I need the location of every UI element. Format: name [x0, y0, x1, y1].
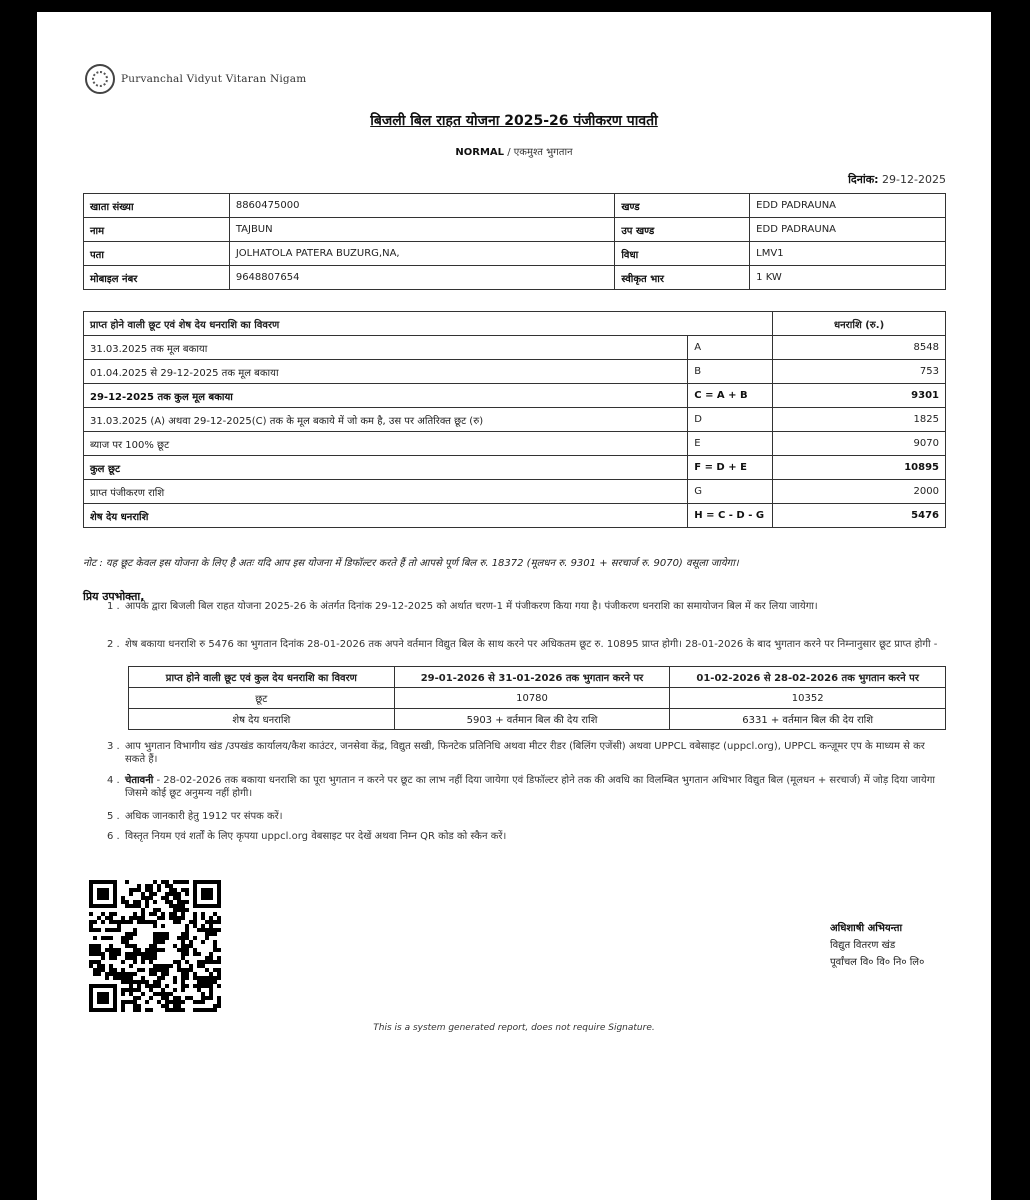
- row-amount: 1825: [773, 408, 946, 432]
- row-amount: 9070: [773, 432, 946, 456]
- field-value: EDD PADRAUNA: [750, 218, 946, 242]
- late-payment-table: [128, 666, 946, 730]
- row-description: शेष देय धनराशि: [84, 504, 688, 528]
- table-row: [84, 266, 946, 290]
- item-text: शेष बकाया धनराशि रु 5476 का भुगतान दिनांक 28-01-2026 तक अपने वर्तमान विद्युत बिल के साथ करने पर अधिकतम छूट रु. 10895 प्राप्त होगी। 28-01-2026 के बाद भुगतान करने पर निम्नानुसार छूट प्राप्त होगी -: [125, 639, 938, 650]
- defaulter-note: नोट : यह छूट केवल इस योजना के लिए है अतः यदि आप इस योजना में डिफॉल्टर करते हैं तो आपसे पूर्ण बिल रु. 18372 (मूलधन रु. 9301 + सरचार्ज रु. 9070) वसूला जायेगा।: [83, 558, 739, 569]
- date-value: 29-12-2025: [878, 173, 946, 186]
- table-row: [129, 709, 946, 730]
- table-header-row: [129, 667, 946, 688]
- rebate-table: [83, 311, 946, 528]
- row-code: G: [688, 480, 773, 504]
- item-text: [125, 774, 947, 800]
- table-row: [84, 456, 946, 480]
- row-code: D: [688, 408, 773, 432]
- list-item: [107, 830, 947, 843]
- row-code: B: [688, 360, 773, 384]
- header-period-1: 29-01-2026 से 31-01-2026 तक भुगतान करने पर: [394, 667, 670, 688]
- warning-label: चेतावनी: [125, 775, 154, 786]
- row-description: 31.03.2025 तक मूल बकाया: [84, 336, 688, 360]
- field-value: LMV1: [750, 242, 946, 266]
- row-description: प्राप्त पंजीकरण राशि: [84, 480, 688, 504]
- row-amount: 5476: [773, 504, 946, 528]
- receipt-page: [37, 12, 991, 1200]
- field-label: नाम: [84, 218, 230, 242]
- field-value: 8860475000: [229, 194, 615, 218]
- row-description: 01.04.2025 से 29-12-2025 तक मूल बकाया: [84, 360, 688, 384]
- row-label: शेष देय धनराशि: [129, 709, 395, 730]
- signatory-company: पूर्वांचल वि० वि० नि० लि०: [830, 957, 925, 968]
- item-number: 4 .: [107, 775, 120, 786]
- field-value: 9648807654: [229, 266, 615, 290]
- row-description: 31.03.2025 (A) अथवा 29-12-2025(C) तक के मूल बकाये में जो कम है, उस पर अतिरिक्त छूट (रु): [84, 408, 688, 432]
- row-code: H = C - D - G: [688, 504, 773, 528]
- list-item: [107, 774, 947, 800]
- table-row: [129, 688, 946, 709]
- payment-mode-type: NORMAL: [455, 147, 505, 158]
- field-label: मोबाइल नंबर: [84, 266, 230, 290]
- item-text: अधिक जानकारी हेतु 1912 पर संपक करें।: [125, 811, 283, 822]
- table-row: [84, 408, 946, 432]
- table-row: [84, 480, 946, 504]
- item-number: 2 .: [107, 639, 120, 650]
- row-amount: 10895: [773, 456, 946, 480]
- period-1-value: 10780: [394, 688, 670, 709]
- signatory-division: विद्युत वितरण खंड: [830, 940, 896, 951]
- org-logo: [85, 64, 306, 94]
- warning-text: - 28-02-2026 तक बकाया धनराशि का पूरा भुगतान न करने पर छूट का लाभ नहीं दिया जायेगा एवं डिफॉल्टर होने तक की अवधि का विलम्बित भुगतान अधिभार विद्युत बिल (मूलधन + सरचार्ज) में जोड़ दिया जायेगा जिसमे कोई छूट अनुमन्य नहीं होगी।: [125, 775, 935, 799]
- seal-icon: [85, 64, 115, 94]
- header-period-2: 01-02-2026 से 28-02-2026 तक भुगतान करने पर: [670, 667, 946, 688]
- system-footer: This is a system generated report, does not require Signature.: [373, 1023, 655, 1033]
- row-code: F = D + E: [688, 456, 773, 480]
- row-code: C = A + B: [688, 384, 773, 408]
- item-number: 5 .: [107, 811, 120, 822]
- field-label: खण्ड: [615, 194, 750, 218]
- row-amount: 8548: [773, 336, 946, 360]
- list-item: [107, 740, 947, 766]
- row-code: A: [688, 336, 773, 360]
- table-row: [84, 218, 946, 242]
- item-number: 1 .: [107, 601, 120, 612]
- page-title: बिजली बिल राहत योजना 2025-26 पंजीकरण पावती: [370, 113, 658, 129]
- field-value: TAJBUN: [229, 218, 615, 242]
- field-label: उप खण्ड: [615, 218, 750, 242]
- item-text: आप भुगतान विभागीय खंड /उपखंड कार्यालय/कैश काउंटर, जनसेवा केंद्र, विद्युत सखी, फिनटेक प्रतिनिधि अथवा मीटर रीडर (बिलिंग एजेंसी) अथवा UPPCL वबेसाइट (uppcl.org), UPPCL कन्ज़ूमर एप के माध्यम से कर सकते हैं।: [125, 741, 925, 765]
- row-label: छूट: [129, 688, 395, 709]
- table-row: [84, 242, 946, 266]
- payment-mode-desc: / एकमुश्त भुगतान: [504, 147, 573, 158]
- field-label: खाता संख्या: [84, 194, 230, 218]
- table-header-row: [84, 312, 946, 336]
- row-description: 29-12-2025 तक कुल मूल बकाया: [84, 384, 688, 408]
- list-item: [107, 600, 947, 613]
- list-item: [107, 638, 947, 651]
- field-value: EDD PADRAUNA: [750, 194, 946, 218]
- row-description: ब्याज पर 100% छूट: [84, 432, 688, 456]
- row-description: कुल छूट: [84, 456, 688, 480]
- signatory-title: अधिशाषी अभियन्ता: [830, 923, 903, 934]
- field-value: 1 KW: [750, 266, 946, 290]
- table-row: [84, 194, 946, 218]
- row-amount: 9301: [773, 384, 946, 408]
- field-label: विधा: [615, 242, 750, 266]
- header-amount: धनराशि (रु.): [773, 312, 946, 336]
- account-info-table: [83, 193, 946, 290]
- list-item: [107, 810, 947, 823]
- date-label: दिनांक:: [848, 173, 879, 186]
- item-text: विस्तृत नियम एवं शर्तों के लिए कृपया uppcl.org वेबसाइट पर देखें अथवा निम्न QR कोड को स्कैन करें।: [125, 831, 507, 842]
- signature-block: [830, 920, 924, 971]
- header-description: प्राप्त होने वाली छूट एवं कुल देय धनराशि का विवरण: [129, 667, 395, 688]
- table-row: [84, 360, 946, 384]
- table-row: [84, 384, 946, 408]
- field-value: JOLHATOLA PATERA BUZURG,NA,: [229, 242, 615, 266]
- table-row: [84, 432, 946, 456]
- payment-mode: [37, 144, 991, 158]
- field-label: स्वीकृत भार: [615, 266, 750, 290]
- org-name: Purvanchal Vidyut Vitaran Nigam: [121, 73, 307, 85]
- header-description: प्राप्त होने वाली छूट एवं शेष देय धनराशि का विवरण: [84, 312, 773, 336]
- row-amount: 2000: [773, 480, 946, 504]
- table-row: [84, 504, 946, 528]
- item-text: आपके द्वारा बिजली बिल राहत योजना 2025-26 के अंतर्गत दिनांक 29-12-2025 को अर्थात चरण-1 में पंजीकरण किया गया है। पंजीकरण धनराशि का समायोजन बिल में कर लिया जायेगा।: [125, 601, 818, 612]
- period-1-value: 5903 + वर्तमान बिल की देय राशि: [394, 709, 670, 730]
- table-row: [84, 336, 946, 360]
- qr-code[interactable]: [89, 880, 221, 1012]
- receipt-date: [848, 172, 946, 187]
- period-2-value: 6331 + वर्तमान बिल की देय राशि: [670, 709, 946, 730]
- row-code: E: [688, 432, 773, 456]
- row-amount: 753: [773, 360, 946, 384]
- field-label: पता: [84, 242, 230, 266]
- period-2-value: 10352: [670, 688, 946, 709]
- salutation: प्रिय उपभोक्ता,: [83, 590, 145, 603]
- item-number: 3 .: [107, 741, 120, 752]
- item-number: 6 .: [107, 831, 120, 842]
